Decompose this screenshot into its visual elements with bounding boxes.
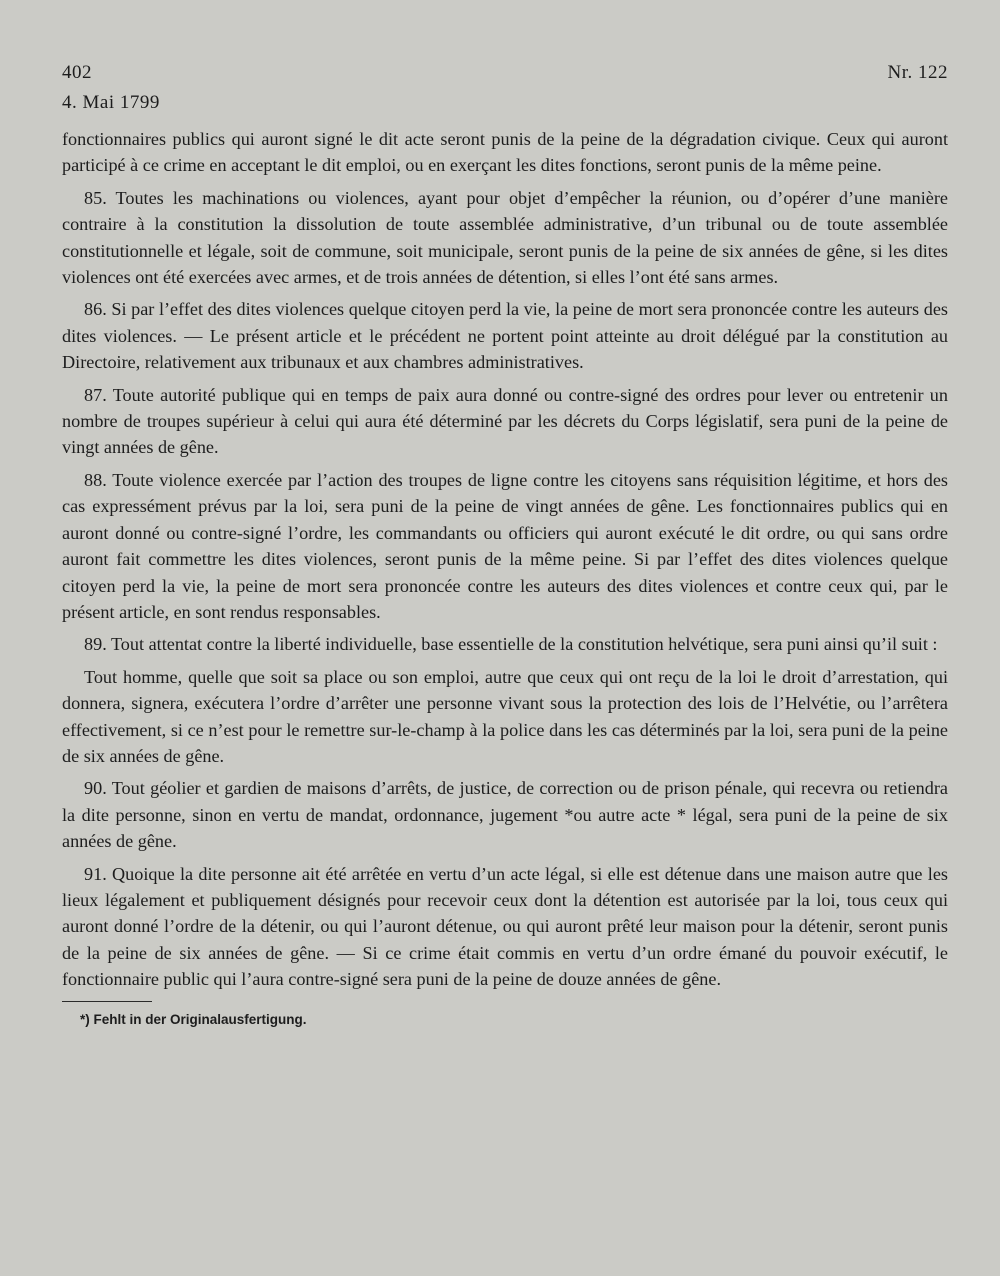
page-header-date-row <box>62 92 948 122</box>
footnote-divider <box>62 1001 152 1002</box>
footnote: *) Fehlt in der Originalausfertigung. <box>80 1011 307 1027</box>
article-89-subparagraph: Tout homme, quelle que soit sa place ou son emploi, autre que ceux qui ont reçu de la loi le droit d’arrestation, qui donnera, signera, exécutera l’ordre d’arrêter une personne vivant sous la protection des lois de l’Helvétie, ou l’arrêtera effectivement, si ce n’est pour le remettre sur-le-champ à la police dans les cas déterminés par la loi, sera puni de la peine de six années de gêne. <box>62 666 948 766</box>
article-85: 85. Toutes les machinations ou violences, ayant pour objet d’empêcher la réunion, ou d’opérer d’une manière contraire à la constitution la dissolution de toute assemblée administrative, d’un tribunal ou de toute assemblée constitutionnelle et légale, soit de commune, soit municipale, seront punis de la peine de six années de gêne, si les dites violences ont été exercées avec armes, et de trois années de détention, si elles l’ont été sans armes. <box>62 187 948 288</box>
page-number: 402 <box>62 62 92 83</box>
paragraph-continuation: fonctionnaires publics qui auront signé le dit acte seront punis de la peine de la dégradation civique. Ceux qui auront participé à ce crime en acceptant le dit emploi, ou en exerçant les dites fonctions, seront punis de la même peine. <box>62 129 948 176</box>
page-header <box>62 62 948 92</box>
article-87: 87. Toute autorité publique qui en temps de paix aura donné ou contre-signé des ordres pour lever ou entretenir un nombre de troupes supérieur à celui qui aura été déterminé par les décrets du Corps législatif, sera puni de la peine de vingt années de gêne. <box>62 384 948 458</box>
body-text <box>62 126 948 993</box>
article-90: 90. Tout géolier et gardien de maisons d’arrêts, de justice, de correction ou de prison pénale, qui recevra ou retiendra la dite personne, sinon en vertu de mandat, ordonnance, jugement *ou autre acte * légal, sera puni de la peine de six années de gêne. <box>62 778 948 852</box>
document-number: Nr. 122 <box>887 62 948 83</box>
header-date: 4. Mai 1799 <box>62 92 160 113</box>
article-91: 91. Quoique la dite personne ait été arrêtée en vertu d’un acte légal, si elle est détenue dans une maison autre que les lieux légalement et publiquement désignés pour recevoir ceux dont la détention est autorisée par la loi, tous ceux qui auront donné l’ordre de la détenir, ou qui l’auront détenue, ou qui auront prêté leur maison pour la détenir, seront punis de la peine de six années de gêne. — Si ce crime était commis en vertu d’un ordre émané du pouvoir exécutif, le fonctionnaire public qui l’aura contre-signé sera puni de la peine de douze années de gêne. <box>62 863 948 990</box>
article-86: 86. Si par l’effet des dites violences quelque citoyen perd la vie, la peine de mort sera prononcée contre les auteurs des dites violences. — Le présent article et le précédent ne portent point atteinte au droit délégué par la constitution au Directoire, relativement aux tribunaux et aux chambres administratives. <box>62 299 948 373</box>
article-88: 88. Toute violence exercée par l’action des troupes de ligne contre les citoyens sans réquisition légitime, et hors des cas expressément prévus par la loi, sera puni de la peine de vingt années de gêne. Les fonctionnaires publics qui en auront donné ou contre-signé l’ordre, les commandants ou officiers qui auront exécuté le dit ordre, ou qui sans ordre auront fait commettre les dites violences, seront punis de la même peine. Si par l’effet des dites violences quelque citoyen perd la vie, la peine de mort sera prononcée contre les auteurs des dites violences et contre ceux qui, par le présent article, en sont rendus responsables. <box>62 469 948 622</box>
article-89: 89. Tout attentat contre la liberté individuelle, base essentielle de la constitution helvétique, sera puni ainsi qu’il suit : <box>84 634 938 655</box>
